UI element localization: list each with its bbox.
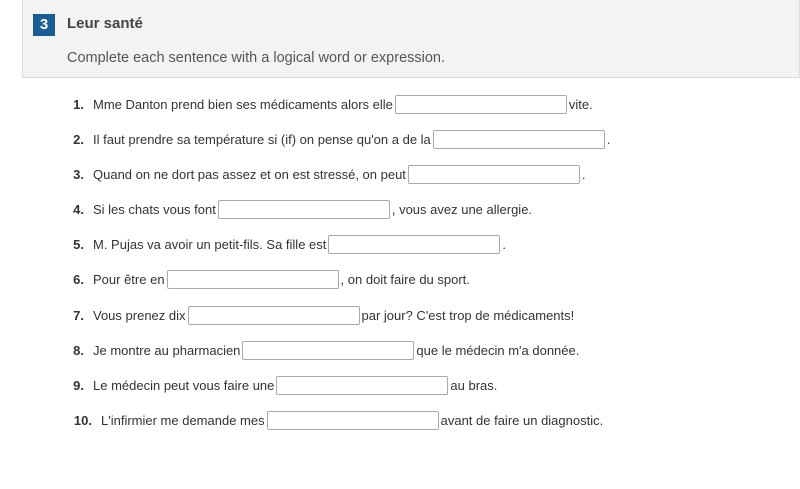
question-item <box>62 198 532 220</box>
question-item <box>62 93 593 115</box>
activity-number-badge: 3 <box>33 14 55 36</box>
question-item <box>62 268 470 290</box>
sentence-end: que le médecin m'a donnée. <box>416 342 580 358</box>
answer-input[interactable] <box>167 270 339 289</box>
sentence-start: Mme Danton prend bien ses médicaments alors elle <box>93 96 393 112</box>
question-item <box>62 374 497 396</box>
activity-title: Leur santé <box>67 15 143 32</box>
answer-input[interactable] <box>433 130 605 149</box>
sentence-end: avant de faire un diagnostic. <box>440 412 604 428</box>
answer-input[interactable] <box>267 411 439 430</box>
answer-input[interactable] <box>242 341 414 360</box>
sentence-start: M. Pujas va avoir un petit-fils. Sa fille est <box>93 236 327 252</box>
answer-input[interactable] <box>328 235 500 254</box>
sentence-start: Il faut prendre sa température si (if) on pense qu'on a de la <box>93 131 431 147</box>
question-number: 2. <box>73 131 84 147</box>
question-item <box>62 409 603 431</box>
answer-input[interactable] <box>408 165 580 184</box>
sentence-end: . <box>606 131 611 147</box>
sentence-end: vite. <box>568 96 593 112</box>
answer-input[interactable] <box>395 95 567 114</box>
question-item <box>62 163 586 185</box>
sentence-start: Je montre au pharmacien <box>93 342 241 358</box>
question-item <box>62 304 574 326</box>
question-number: 5. <box>73 236 84 252</box>
sentence-end: , vous avez une allergie. <box>391 201 533 217</box>
activity-instructions: Complete each sentence with a logical word or expression. <box>67 50 446 66</box>
sentence-end: . <box>581 166 586 182</box>
answer-input[interactable] <box>276 376 448 395</box>
question-number: 10. <box>73 412 92 428</box>
sentence-start: Pour être en <box>93 271 165 287</box>
question-number: 9. <box>73 377 84 393</box>
answer-input[interactable] <box>218 200 390 219</box>
question-number: 6. <box>73 271 84 287</box>
question-item <box>62 339 579 361</box>
sentence-end: . <box>502 236 506 252</box>
sentence-start: Vous prenez dix <box>93 307 186 323</box>
question-number: 7. <box>73 307 84 323</box>
question-number: 3. <box>73 166 84 182</box>
sentence-start: Quand on ne dort pas assez et on est stressé, on peut <box>93 166 406 182</box>
sentence-end: , on doit faire du sport. <box>340 271 470 287</box>
question-number: 8. <box>73 342 84 358</box>
sentence-start: Si les chats vous font <box>93 201 216 217</box>
question-item <box>62 233 506 255</box>
sentence-start: L'infirmier me demande mes <box>101 412 265 428</box>
answer-input[interactable] <box>188 306 360 325</box>
question-number: 4. <box>73 201 84 217</box>
question-item <box>62 128 610 150</box>
sentence-end: par jour? C'est trop de médicaments! <box>361 307 575 323</box>
question-number: 1. <box>73 96 84 112</box>
sentence-end: au bras. <box>450 377 498 393</box>
sentence-start: Le médecin peut vous faire une <box>93 377 275 393</box>
